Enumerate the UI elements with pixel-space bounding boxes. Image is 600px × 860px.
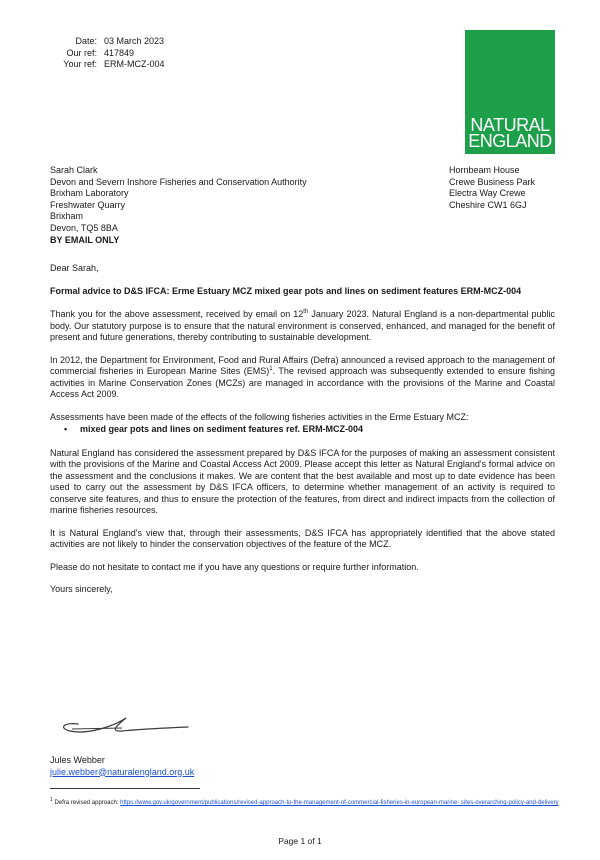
paragraph-text: January 2023. Natural England is a non-departmental public body. Our statutory purpose is to ensure that the natural environment is conserved, enhanced, and managed for the benefit of present and future generations, thereby contributing to sustainable development.	[50, 309, 555, 342]
recipient-address-line: Freshwater Quarry	[50, 199, 126, 210]
footnote-reference: 1	[269, 366, 273, 372]
paragraph-text: In 2012, the Department for Environment, Food and Rural Affairs (Defra) announced a revised approach to the management of commercial fisheries in European Marine Sites (EMS)	[50, 354, 555, 376]
handwritten-signature	[52, 702, 192, 742]
closing: Yours sincerely,	[50, 584, 113, 594]
bullet-icon: •	[64, 424, 68, 434]
your-ref-label: Your ref:	[63, 59, 97, 69]
recipient-organisation: Devon and Severn Inshore Fisheries and Conservation Authority	[50, 176, 307, 187]
your-ref-value: ERM-MCZ-004	[104, 59, 165, 69]
paragraph-view: It is Natural England's view that, through their assessments, D&S IFCA has appropriately identified that the above stated activities are not likely to hinder the conservation objectives of the feature of the MCZ.	[50, 527, 555, 549]
date-row	[54, 36, 165, 48]
paragraph-text: . The revised approach was subsequently extended to ensure fishing activities in Marine Conservation Zones (MCZs) are managed in accordance with the provisions of the Marine and Coastal Access Act 2009.	[50, 366, 555, 399]
sender-address-line: Hornbeam House	[449, 165, 520, 175]
subject-line: Formal advice to D&S IFCA: Erme Estuary MCZ mixed gear pots and lines on sediment features ERM-MCZ-004	[50, 285, 522, 296]
footnote-number: 1	[50, 797, 53, 803]
recipient-address-line: Devon, TQ5 8BA	[50, 222, 118, 233]
logo-line-2: ENGLAND	[468, 131, 552, 151]
paragraph-assessments: Assessments have been made of the effects of the following fisheries activities in the Erme Estuary MCZ:	[50, 411, 469, 422]
letter-body	[50, 263, 555, 607]
footnote-divider	[50, 788, 200, 789]
sender-address	[449, 165, 535, 211]
signatory-email-link[interactable]: julie.webber@naturalengland.org.uk	[50, 766, 195, 777]
natural-england-logo	[465, 30, 555, 154]
activity-text: mixed gear pots and lines on sediment features ref. ERM-MCZ-004	[80, 424, 364, 434]
paragraph-contact: Please do not hesitate to contact me if you have any questions or require further information.	[50, 561, 419, 572]
our-ref-label: Our ref:	[66, 47, 97, 58]
paragraph-advice: Natural England has considered the assessment prepared by D&S IFCA for the purposes of making an assessment consistent with the provisions of the Marine and Coastal Access Act 2009. Please accept this letter as Natural England's formal advice on the assessment and the conclusions it makes. We are content that the best available and most up to date evidence has been used to carry out the assessment by D&S IFCA officers, to determine whether management of an activity is required to conserve site features, and thus to ensure the protection of the features, from direct and indirect impacts from the collection of marine fisheries resources.	[50, 447, 555, 515]
sender-address-line: Electra Way Crewe	[449, 188, 526, 199]
signatory-name: Jules Webber	[50, 755, 105, 765]
activity-bullet	[64, 424, 555, 436]
our-ref-row	[54, 48, 165, 60]
date-value: 03 March 2023	[104, 36, 165, 46]
recipient-address-line: Brixham	[50, 211, 84, 222]
paragraph-defra	[50, 355, 555, 401]
recipient-address-line: Brixham Laboratory	[50, 188, 129, 199]
reference-block	[54, 36, 165, 71]
superscript: th	[303, 309, 309, 315]
recipient-address	[50, 165, 307, 246]
delivery-method: BY EMAIL ONLY	[50, 234, 120, 245]
footnote-link[interactable]: https://www.gov.uk/government/publications/revised-approach-to-the-management-of-commercial-fisheries-in-european-marine- sites-overarching-policy-and-delivery	[120, 800, 559, 806]
page-number: Page 1 of 1	[278, 836, 322, 846]
signatory-block	[50, 755, 194, 778]
footnote-label: Defra revised approach:	[54, 800, 121, 806]
recipient-name: Sarah Clark	[50, 165, 98, 175]
paragraph-intro	[50, 309, 555, 344]
sender-address-line: Crewe Business Park	[449, 176, 536, 187]
date-label: Date:	[75, 36, 97, 46]
sender-address-line: Cheshire CW1 6GJ	[449, 199, 527, 210]
salutation: Dear Sarah,	[50, 263, 99, 273]
paragraph-text: Thank you for the above assessment, received by email on 12	[50, 309, 304, 319]
logo-line-1: NATURAL	[470, 115, 550, 135]
footnote	[50, 796, 560, 807]
your-ref-row	[54, 59, 165, 71]
our-ref-value: 417849	[104, 47, 135, 58]
